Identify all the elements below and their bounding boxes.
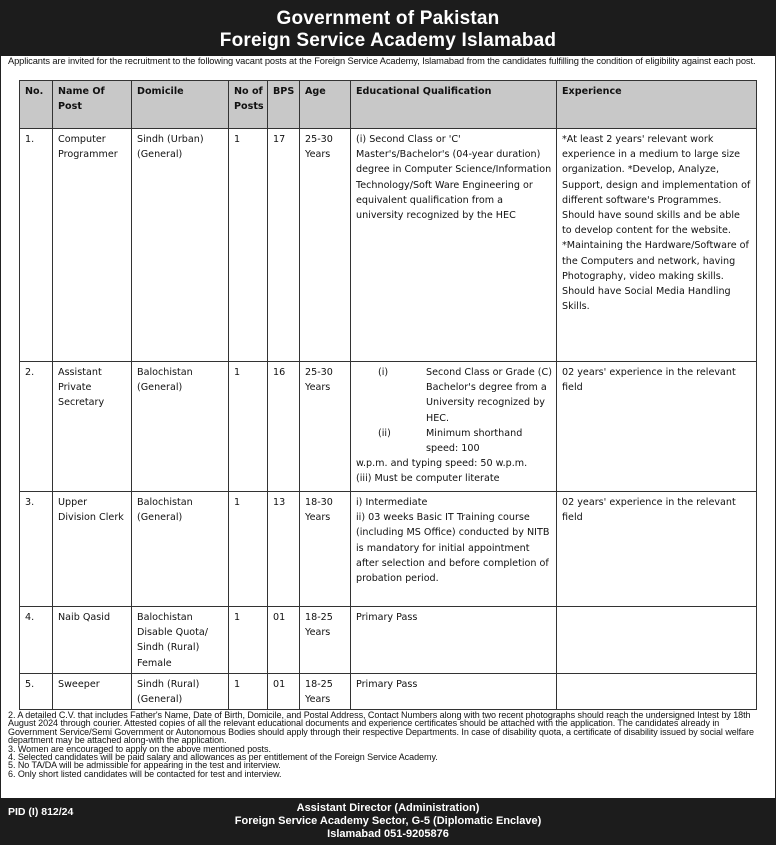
cell-bps: 01 xyxy=(268,607,300,674)
cell-name: Upper Division Clerk xyxy=(53,492,132,607)
cell-no: 2. xyxy=(20,362,53,492)
qualification-item xyxy=(356,365,552,426)
cell-domicile: Balochistan (General) xyxy=(132,492,229,607)
notes-section xyxy=(8,711,768,778)
table-row xyxy=(20,129,757,362)
cell-experience xyxy=(557,673,757,709)
cell-age: 18-25 Years xyxy=(300,673,351,709)
cell-no: 3. xyxy=(20,492,53,607)
cell-experience: 02 years' experience in the relevant field xyxy=(557,362,757,492)
address-line: Foreign Service Academy Sector, G-5 (Diplomatic Enclave) xyxy=(234,815,542,827)
cell-qualification: (i) Second Class or 'C' Master's/Bachelor's (04-year duration) degree in Computer Science/Information Technology/Soft Ware Engineering or equivalent qualification from a university recognized by the HEC xyxy=(351,129,557,362)
table-row xyxy=(20,492,757,607)
cell-experience xyxy=(557,129,757,362)
cell-domicile: Sindh (Urban) (General) xyxy=(132,129,229,362)
signature-block xyxy=(0,802,776,841)
col-header-no: No. xyxy=(20,81,53,129)
page-subtitle: Foreign Service Academy Islamabad xyxy=(219,30,557,51)
note-item: 6. Only short listed candidates will be contacted for test and interview. xyxy=(8,768,282,779)
experience-text: *At least 2 years' relevant work experience in a medium to large size organization. *Develop, Analyze, Support, design and implementation of different software's Programmes. Should have sound skills and be able to develop content for the website. xyxy=(562,134,751,237)
col-header-age: Age xyxy=(300,81,351,129)
qualification-text: Second Class or Grade (C) Bachelor's degree from a University recognized by HEC. xyxy=(426,367,552,424)
cell-bps: 01 xyxy=(268,673,300,709)
qualification-item xyxy=(356,426,552,456)
cell-age: 25-30 Years xyxy=(300,362,351,492)
cell-qualification xyxy=(351,362,557,492)
intro-text: Applicants are invited for the recruitment to the following vacant posts at the Foreign Service Academy, Islamabad from the candidates fulfilling the condition of eligibility against each post. xyxy=(8,56,756,66)
cell-name: Naib Qasid xyxy=(53,607,132,674)
col-header-domicile: Domicile xyxy=(132,81,229,129)
qualification-number: (i) xyxy=(378,367,389,378)
cell-name: Assistant Private Secretary xyxy=(53,362,132,492)
cell-posts: 1 xyxy=(229,129,268,362)
cell-experience xyxy=(557,607,757,674)
qualification-text: (iii) Must be computer literate xyxy=(356,473,500,485)
page-title: Government of Pakistan xyxy=(276,8,500,29)
table-row xyxy=(20,673,757,709)
cell-domicile: Balochistan (General) xyxy=(132,362,229,492)
experience-text: *Maintaining the Hardware/Software of the Computers and network, having Photography, video making skills. Should have Social Media Handling Skills. xyxy=(562,240,749,313)
col-header-bps: BPS xyxy=(268,81,300,129)
col-header-name: Name Of Post xyxy=(53,81,132,129)
table-row xyxy=(20,607,757,674)
cell-age: 18-25 Years xyxy=(300,607,351,674)
col-header-posts: No of Posts xyxy=(229,81,268,129)
qualification-text: i) Intermediate xyxy=(356,497,428,508)
cell-no: 1. xyxy=(20,129,53,362)
address-phone: Islamabad 051-9205876 xyxy=(327,828,449,840)
cell-posts: 1 xyxy=(229,607,268,674)
cell-no: 5. xyxy=(20,673,53,709)
cell-bps: 13 xyxy=(268,492,300,607)
table-header-row xyxy=(20,81,757,129)
cell-qualification: Primary Pass xyxy=(351,607,557,674)
table-row xyxy=(20,362,757,492)
note-item: 4. Selected candidates will be paid salary and allowances as per entitlement of the Foreign Service Academy. xyxy=(8,752,438,763)
header-banner xyxy=(0,0,776,56)
qualification-text: ii) 03 weeks Basic IT Training course (including MS Office) conducted by NITB is mandatory for initial appointment after selection and before completion of probation period. xyxy=(356,512,550,585)
note-item: 3. Women are encouraged to apply on the above mentioned posts. xyxy=(8,743,271,754)
cell-experience: 02 years' experience in the relevant field xyxy=(557,492,757,607)
qualification-text: w.p.m. and typing speed: 50 w.p.m. xyxy=(356,458,528,470)
cell-posts: 1 xyxy=(229,362,268,492)
cell-age: 25-30 Years xyxy=(300,129,351,362)
cell-posts: 1 xyxy=(229,492,268,607)
note-item: 2. A detailed C.V. that includes Father's Name, Date of Birth, Domicile, and Postal Address, Contact Numbers along with two recent photographs should reach the undersigned Intest by 18th August 2024 through courier. Attested copies of all the relevant educational documents and experience certificates should be attached with the application. The candidates already in Government Service/Semi Government or Autonomous Bodies should apply through their respective Departments. In case of disability quota, a certificate of disability issued by social welfare department may be attached along-with the application. xyxy=(8,710,754,746)
cell-age: 18-30 Years xyxy=(300,492,351,607)
signatory-title: Assistant Director (Administration) xyxy=(296,802,480,814)
cell-domicile: Balochistan Disable Quota/ Sindh (Rural) Female xyxy=(132,607,229,674)
footer-banner xyxy=(0,798,776,845)
cell-posts: 1 xyxy=(229,673,268,709)
cell-bps: 17 xyxy=(268,129,300,362)
cell-bps: 16 xyxy=(268,362,300,492)
qualification-number: (ii) xyxy=(378,427,391,439)
qualification-text: Minimum shorthand speed: 100 xyxy=(426,427,523,455)
posts-table xyxy=(19,80,757,710)
cell-qualification xyxy=(351,492,557,607)
col-header-qualification: Educational Qualification xyxy=(351,81,557,129)
cell-name: Computer Programmer xyxy=(53,129,132,362)
pid-number: PID (I) 812/24 xyxy=(8,806,74,818)
cell-qualification: Primary Pass xyxy=(351,673,557,709)
note-item: 5. No TA/DA will be admissible for appearing in the test and interview. xyxy=(8,760,281,771)
cell-domicile: Sindh (Rural) (General) xyxy=(132,673,229,709)
cell-no: 4. xyxy=(20,607,53,674)
cell-name: Sweeper xyxy=(53,673,132,709)
col-header-experience: Experience xyxy=(557,81,757,129)
